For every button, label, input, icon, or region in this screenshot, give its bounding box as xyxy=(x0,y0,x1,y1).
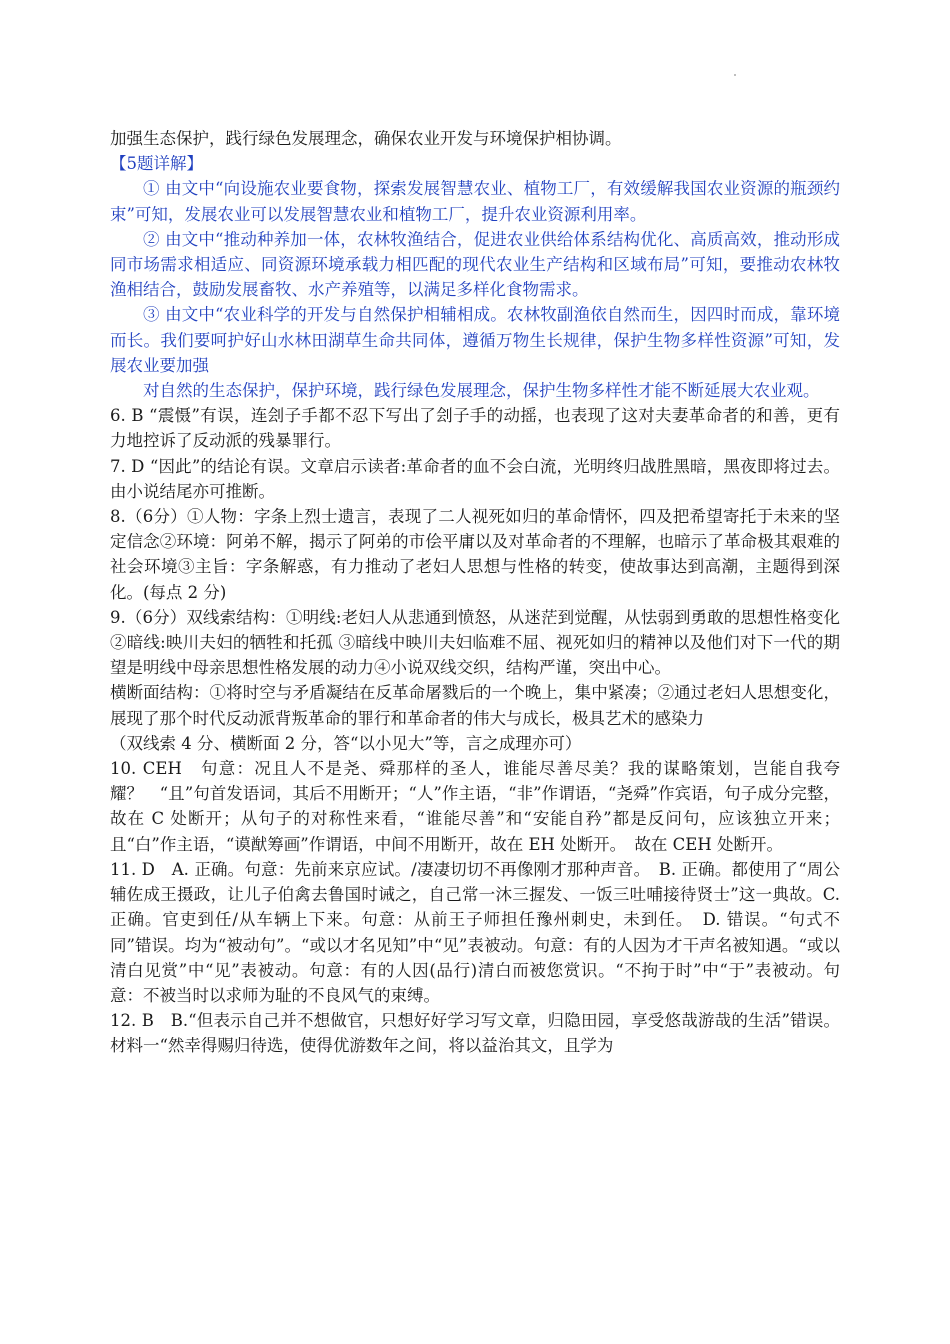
q5-point-3-continued: 对自然的生态保护，保护环境，践行绿色发展理念，保护生物多样性才能不断延展大农业观。 xyxy=(143,381,820,401)
answer-7: 7. D “因此”的结论有误。文章启示读者:革命者的血不会白流，光明终归战胜黑暗，黑夜即将过去。由小说结尾亦可推断。 xyxy=(110,456,840,501)
answer-12: 12. B B.“但表示自己并不想做官，只想好好学习写文章，归隐田园，享受悠哉游哉的生活”错误。材料一“然幸得赐归待选，使得优游数年之间，将以益治其文，且学为 xyxy=(110,1011,840,1056)
answer-9-scoring: （双线索 4 分、横断面 2 分，答“以小见大”等，言之成理亦可） xyxy=(110,733,582,753)
q5-point-3: ③ 由文中“农业科学的开发与自然保护相辅相成。农林牧副渔依自然而生，因四时而成，靠环境而长。我们要呵护好山水林田湖草生命共同体，遵循万物生长规律，保护生物多样性资源”可知，发展农业要加强 xyxy=(110,305,840,375)
page-speck xyxy=(734,74,736,76)
answer-9: 9.（6分）双线索结构：①明线:老妇人从悲通到愤怒，从迷茫到觉醒，从怯弱到勇敢的思想性格变化②暗线:映川夫妇的牺牲和托孤 ③暗线中映川夫妇临难不屈、视死如归的精神以及他们对下一代的期望是明线中母亲思想性格发展的动力④小说双线交织，结构严谨，突出中心。 xyxy=(110,607,840,678)
answer-11: 11. D A. 正确。句意：先前来京应试。/凄凄切切不再像刚才那种声音。 B. 正确。都使用了“周公辅佐成王摄政，让儿子伯禽去鲁国时诫之，自己常一沐三握发、一饭三吐哺接待贤士”这一典故。C. 正确。官吏到任/从车辆上下来。句意：从前王子师担任豫州刺史，未到任。 D. 错误。“句式不同”错误。均为“被动句”。“或以才名见知”中“见”表被动。句意：有的人因为才干声名被知遇。“或以清白见赏”中“见”表被动。句意：有的人因(品行)清白而被您赏识。“不拘于时”中“于”表被动。句意：不被当时以求师为耻的不良风气的束缚。 xyxy=(110,859,840,1005)
answer-10: 10. CEH 句意：况且人不是尧、舜那样的圣人，谁能尽善尽美？我的谋略策划，岂能自我夸耀？ “且”句首发语词，其后不用断开；“人”作主语，“非”作谓语，“尧舜”作宾语，句子成分完整，故在 C 处断开；从句子的对称性来看，“谁能尽善”和“安能自矜”都是反问句，应该独立开来；且“白”作主语，“谟猷筹画”作谓语，中间不用断开，故在 EH 处断开。 故在 CEH 处断开。 xyxy=(110,759,840,854)
q5-heading: 【5题详解】 xyxy=(110,154,203,174)
answer-8: 8.（6分）①人物：字条上烈士遗言，表现了二人视死如归的革命情怀，四及把希望寄托于未来的坚定信念②环境：阿弟不解，揭示了阿弟的市侩平庸以及对革命者的不理解，也暗示了革命极其艰难的社会环境③主旨：字条解惑，有力推动了老妇人思想与性格的转变，使故事达到高潮，主题得到深化。(每点 2 分) xyxy=(110,507,840,602)
q5-point-1: ① 由文中“向设施农业要食物，探索发展智慧农业、植物工厂，有效缓解我国农业资源的瓶颈约束”可知，发展农业可以发展智慧农业和植物工厂，提升农业资源利用率。 xyxy=(110,179,840,224)
answer-6: 6. B “震慑”有误，连刽子手都不忍下写出了刽子手的动摇，也表现了这对夫妻革命者的和善，更有力地控诉了反动派的残暴罪行。 xyxy=(110,406,840,451)
q5-point-2: ② 由文中“推动种养加一体，农林牧渔结合，促进农业供给体系结构优化、高质高效，推动形成同市场需求相适应、同资源环境承载力相匹配的现代农业生产结构和区域布局”可知，要推动农林牧渔相结合，鼓励发展畜牧、水产养殖等，以满足多样化食物需求。 xyxy=(110,229,840,300)
answer-9-structure: 横断面结构：①将时空与矛盾凝结在反革命屠戮后的一个晚上，集中紧凑；②通过老妇人思想变化，展现了那个时代反动派背叛革命的罪行和革命者的伟大与成长，极具艺术的感染力 xyxy=(110,683,840,728)
paragraph-intro: 加强生态保护，践行绿色发展理念，确保农业开发与环境保护相协调。 xyxy=(110,129,622,148)
document-body xyxy=(110,126,840,1059)
